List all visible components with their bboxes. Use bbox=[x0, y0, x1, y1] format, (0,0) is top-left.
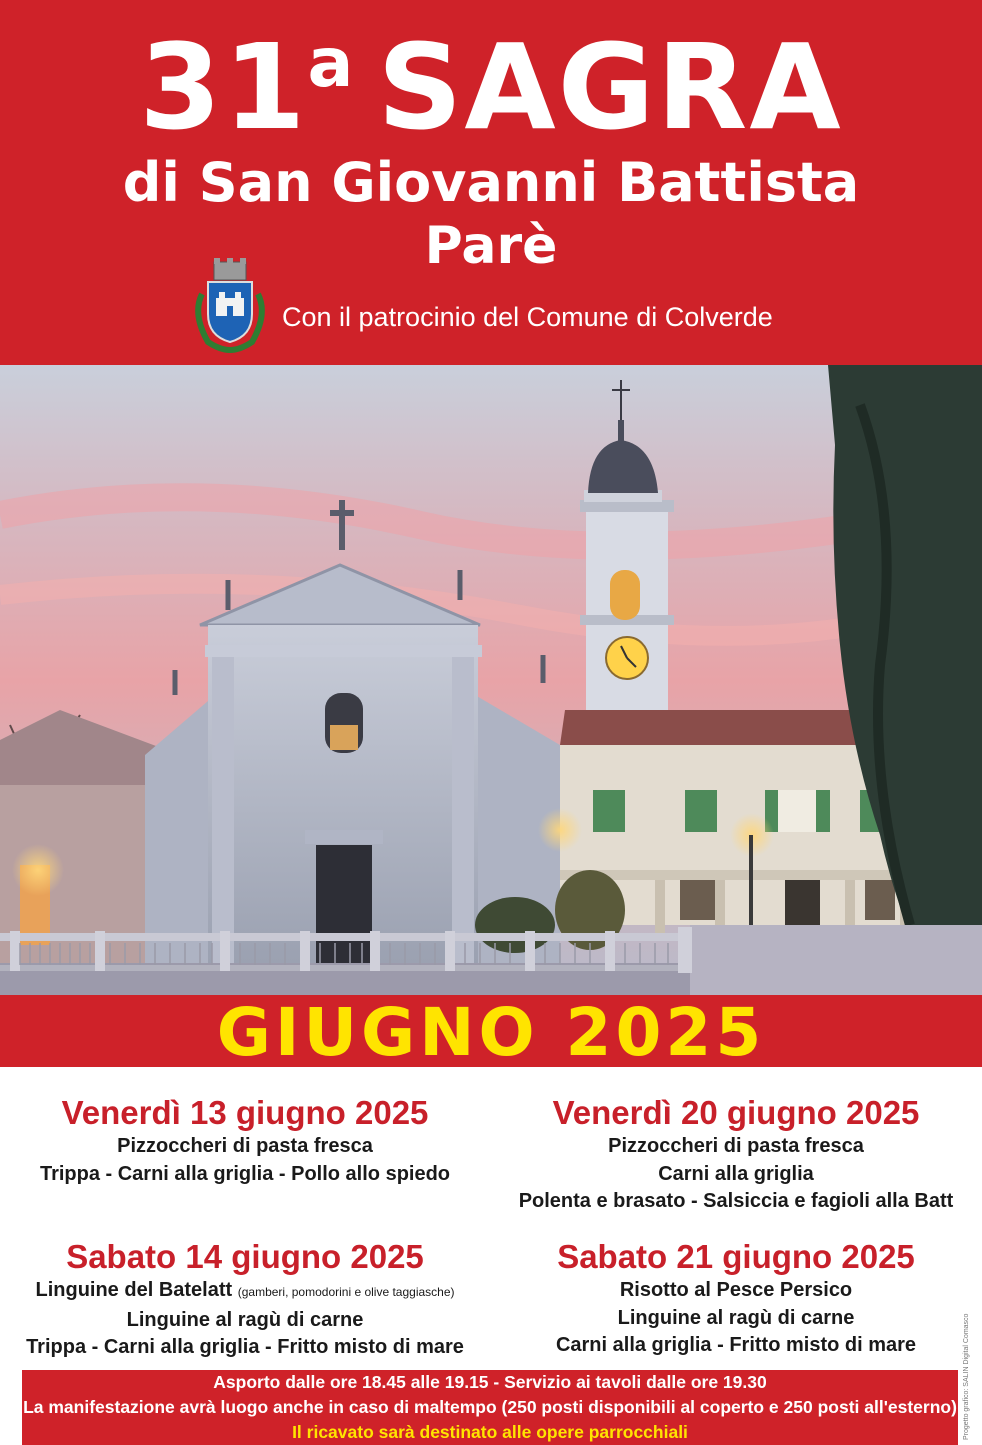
menu-item-note: (gamberi, pomodorini e olive taggiasche) bbox=[237, 1285, 455, 1299]
menu-item: Polenta e brasato - Salsiccia e fagioli alla Batt bbox=[518, 1190, 954, 1212]
menu-item: Linguine al ragù di carne bbox=[617, 1306, 855, 1329]
day-title: Sabato 21 giugno 2025 bbox=[557, 1238, 915, 1275]
title-word: SAGRA bbox=[377, 18, 843, 156]
patronage-text: Con il patrocinio del Comune di Colverde bbox=[282, 302, 773, 332]
menu-item: Carni alla griglia bbox=[658, 1162, 814, 1185]
menu-item-name: Linguine del Batelatt bbox=[35, 1279, 233, 1301]
footer-proceeds-note: Il ricavato sarà destinato alle opere parrocchiali bbox=[292, 1422, 688, 1442]
design-credit: Progetto grafico: SALIN Digital Comasco bbox=[963, 1313, 970, 1440]
menu-item: Linguine al ragù di carne bbox=[126, 1308, 364, 1331]
menu-item bbox=[0, 1277, 490, 1307]
menu-item: Carni alla griglia - Fritto misto di mare bbox=[555, 1334, 917, 1356]
day-title: Sabato 14 giugno 2025 bbox=[66, 1238, 424, 1275]
menu-item: Trippa - Carni alla griglia - Pollo allo spiedo bbox=[39, 1162, 451, 1185]
day-title: Venerdì 13 giugno 2025 bbox=[61, 1094, 429, 1131]
church-photo bbox=[0, 365, 982, 997]
day-saturday-21 bbox=[490, 1237, 982, 1360]
day-title: Venerdì 20 giugno 2025 bbox=[552, 1094, 920, 1131]
day-friday-13 bbox=[0, 1093, 490, 1188]
menu-item: Trippa - Carni alla griglia - Fritto misto di mare bbox=[26, 1336, 464, 1358]
menu-item: Risotto al Pesce Persico bbox=[619, 1279, 853, 1301]
event-subtitle: di San Giovanni Battista bbox=[122, 151, 860, 214]
event-place: Parè bbox=[424, 216, 558, 276]
edition-number: 31 bbox=[139, 18, 308, 156]
day-saturday-14 bbox=[0, 1237, 490, 1362]
footer-weather-note: La manifestazione avrà luogo anche in caso di maltempo (250 posti disponibili al coperto e 250 posti all'esterno) bbox=[23, 1397, 957, 1417]
header-banner bbox=[0, 0, 982, 365]
month-banner bbox=[0, 994, 982, 1071]
day-friday-20 bbox=[490, 1093, 982, 1216]
month-title: GIUGNO 2025 bbox=[216, 994, 766, 1071]
municipal-crest-icon bbox=[190, 254, 270, 354]
event-title bbox=[0, 18, 982, 171]
menu-item: Pizzoccheri di pasta fresca bbox=[117, 1135, 373, 1157]
footer-banner bbox=[22, 1370, 958, 1445]
edition-ordinal: a bbox=[307, 24, 356, 103]
menu-item: Pizzoccheri di pasta fresca bbox=[608, 1135, 864, 1157]
footer-service-hours: Asporto dalle ore 18.45 alle 19.15 - Servizio ai tavoli dalle ore 19.30 bbox=[213, 1372, 767, 1392]
church-illustration bbox=[0, 365, 982, 997]
